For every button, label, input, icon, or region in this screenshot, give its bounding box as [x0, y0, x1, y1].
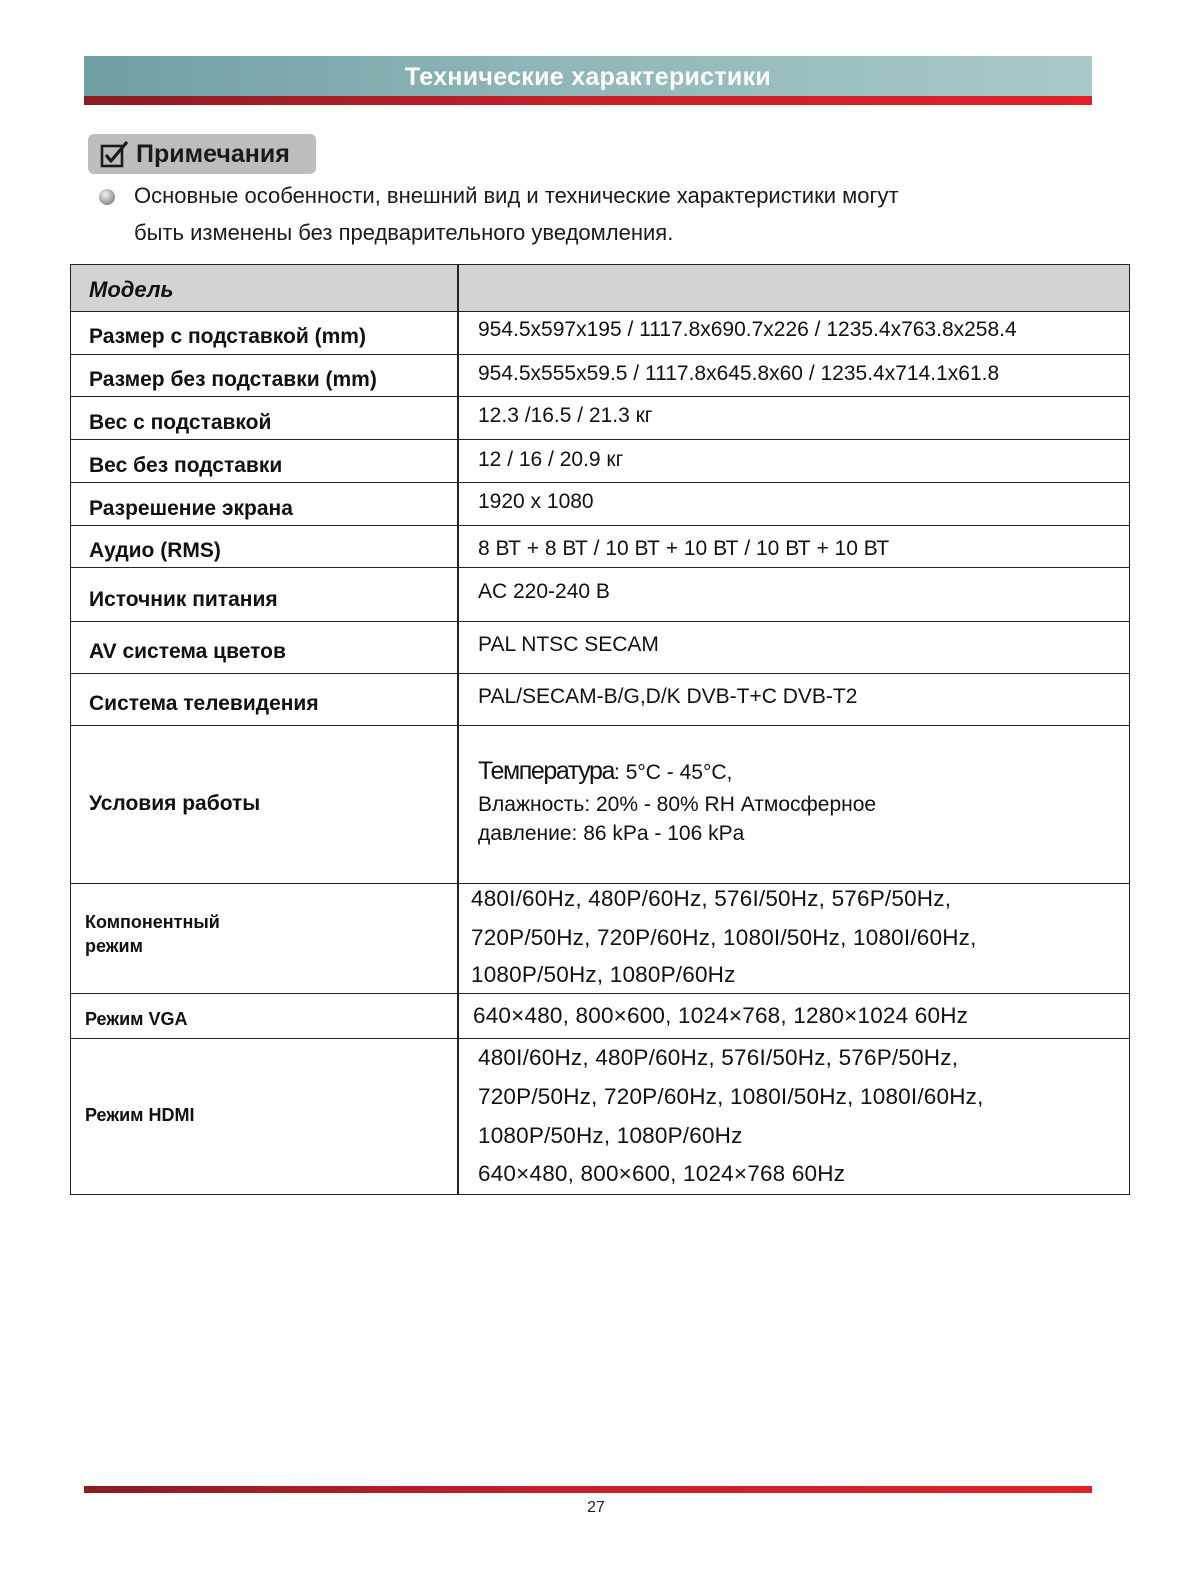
- row-value-line: 640×480, 800×600, 1024×768 60Hz: [478, 1161, 846, 1186]
- row-label: Условия работы: [89, 792, 261, 815]
- row-value-line: 480I/60Hz, 480P/60Hz, 576I/50Hz, 576P/50Hz,: [478, 1045, 959, 1070]
- row-value: 954.5x555x59.5 / 1117.8x645.8x60 / 1235.4x714.1x61.8: [478, 362, 1000, 385]
- row-value: 640×480, 800×600, 1024×768, 1280×1024 60Hz: [473, 1003, 969, 1028]
- spec-table: [70, 264, 1130, 1195]
- table-row: [71, 1038, 1129, 1194]
- row-label-line: режим: [85, 936, 143, 956]
- notes-label: [88, 134, 316, 174]
- table-row: [71, 354, 1129, 396]
- row-value: 8 ВТ + 8 ВТ / 10 ВТ + 10 ВТ / 10 ВТ + 10 ВТ: [478, 537, 890, 560]
- footer-accent-bar: [84, 1486, 1092, 1493]
- row-value: 954.5x597x195 / 1117.8x690.7x226 / 1235.4x763.8x258.4: [478, 318, 1017, 341]
- table-row: [71, 621, 1129, 673]
- row-value: PAL/SECAM-B/G,D/K DVB-T+C DVB-T2: [478, 685, 858, 708]
- row-value: 12 / 16 / 20.9 кг: [478, 448, 624, 471]
- row-value-line: 1080P/50Hz, 1080P/60Hz: [471, 962, 736, 987]
- row-label: Размер без подставки (mm): [89, 368, 377, 391]
- table-row: [71, 725, 1129, 883]
- row-value-line: 720P/50Hz, 720P/60Hz, 1080I/50Hz, 1080I/60Hz,: [478, 1084, 984, 1109]
- row-value: 12.3 /16.5 / 21.3 кг: [478, 404, 653, 427]
- table-row: [71, 567, 1129, 621]
- row-label: Вес с подставкой: [89, 411, 272, 434]
- temperature-range: : 5°C - 45°C,: [614, 761, 733, 784]
- row-label: Система телевидения: [89, 692, 319, 715]
- row-label: Источник питания: [89, 588, 278, 611]
- table-row: [71, 311, 1129, 354]
- page-number: 27: [587, 1499, 605, 1516]
- row-value-line: 720P/50Hz, 720P/60Hz, 1080I/50Hz, 1080I/60Hz,: [471, 925, 977, 950]
- header-accent-bar: [84, 96, 1092, 105]
- row-label: Вес без подставки: [89, 454, 283, 477]
- table-row: [71, 673, 1129, 725]
- row-value: 1920 x 1080: [478, 490, 594, 513]
- row-value-line: [478, 757, 732, 786]
- row-value-line: 1080P/50Hz, 1080P/60Hz: [478, 1123, 743, 1148]
- row-label: Размер с подставкой (mm): [89, 325, 366, 348]
- row-label: Режим HDMI: [85, 1105, 195, 1125]
- bullet-icon: [96, 186, 118, 208]
- table-row: [71, 525, 1129, 567]
- row-value: PAL NTSC SECAM: [478, 633, 659, 656]
- table-row: [71, 993, 1129, 1038]
- row-label: Разрешение экрана: [89, 497, 293, 520]
- table-header-row: [71, 264, 1129, 311]
- row-label: Аудио (RMS): [89, 539, 221, 562]
- model-header-label: Модель: [89, 277, 174, 302]
- table-row: [71, 439, 1129, 482]
- table-row: [71, 883, 1129, 993]
- row-value-line: давление: 86 kPa - 106 kPa: [478, 822, 745, 845]
- row-value-line: Влажность: 20% - 80% RH Атмосферное: [478, 793, 877, 816]
- section-header: [84, 56, 1092, 96]
- row-label-line: Компонентный: [85, 912, 220, 932]
- table-row: [71, 396, 1129, 439]
- table-row: [71, 482, 1129, 525]
- row-label: Режим VGA: [85, 1009, 188, 1029]
- row-value: AC 220-240 В: [478, 580, 610, 603]
- checkbox-check-icon: [100, 140, 130, 168]
- row-value-line: 480I/60Hz, 480P/60Hz, 576I/50Hz, 576P/50Hz,: [471, 886, 952, 911]
- note-text-line-2: быть изменены без предварительного уведомления.: [134, 220, 674, 245]
- page-title: Технические характеристики: [404, 63, 772, 91]
- row-label: AV система цветов: [89, 640, 286, 663]
- temperature-label: Температура: [478, 757, 615, 785]
- column-divider: [457, 264, 459, 1194]
- notes-title: Примечания: [136, 140, 290, 168]
- note-text-line-1: Основные особенности, внешний вид и технические характеристики могут: [134, 183, 899, 208]
